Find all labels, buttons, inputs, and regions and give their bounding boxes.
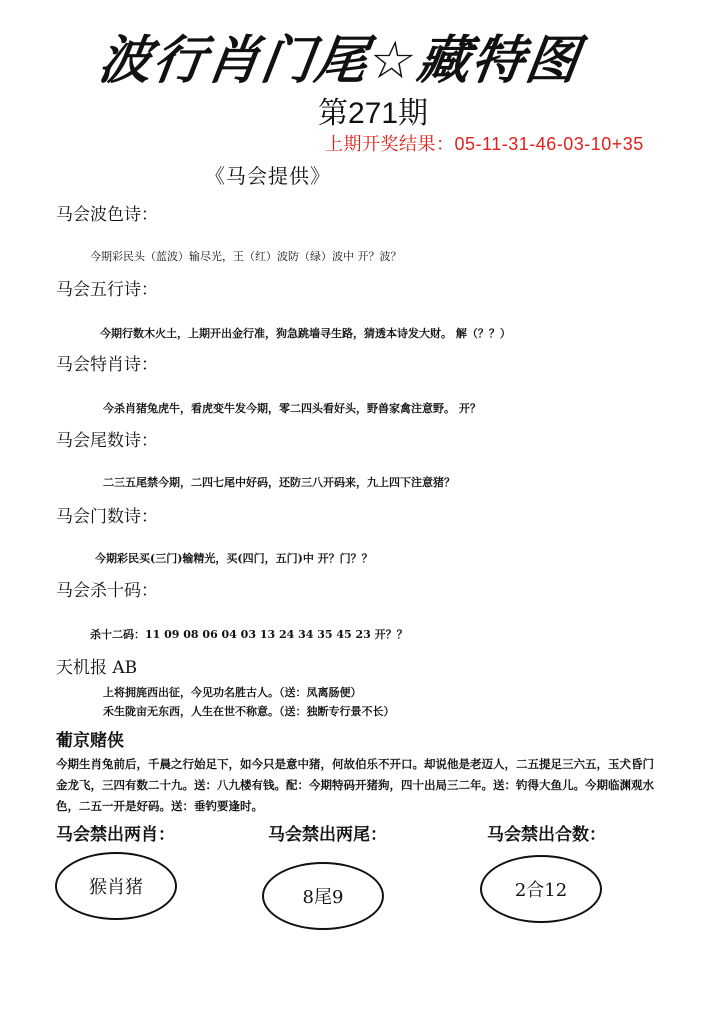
ban-sum-oval (480, 855, 602, 923)
ban-zodiac-value: 猴肖猪 (89, 877, 143, 898)
section-heading-door: 马会门数诗： (56, 507, 158, 527)
ban-tail-label: 马会禁出两尾： (268, 825, 387, 845)
section-text-kill: 杀十二码：11 09 08 06 04 03 13 24 34 35 45 23 开？？ (90, 628, 408, 641)
section-text-element: 今期行数木火土，上期开出金行准，狗急跳墙寻生路，猜透本诗发大财。 解（？？） (100, 327, 511, 340)
ban-zodiac-label: 马会禁出两肖： (56, 825, 175, 845)
section-heading-color: 马会波色诗： (56, 205, 158, 225)
tianji-line-1: 上将拥旄西出征，今见功名胜古人。（送：凤离肠便） (103, 686, 362, 699)
last-result (325, 130, 644, 156)
tianji-line-2: 禾生陇亩无东西，人生在世不称意。（送：独断专行景不长） (103, 705, 395, 718)
ban-sum-value: 2合12 (514, 880, 568, 901)
section-text-tail: 二三五尾禁今期，二四七尾中好码，还防三八开码来，九上四下注意猪？ (103, 476, 455, 489)
section-heading-kill: 马会杀十码： (56, 581, 158, 601)
ban-tail-oval (262, 862, 384, 930)
provider-label: 《马会提供》 (205, 164, 331, 188)
page-title: 波行肖门尾☆藏特图 (95, 31, 585, 91)
section-heading-tail: 马会尾数诗： (56, 431, 158, 451)
putao-heading: 葡京赌侠 (56, 731, 124, 751)
section-text-zodiac: 今杀肖猪兔虎牛，看虎变牛发今期，零二四头看好头，野兽家禽注意野。 开？ (103, 402, 481, 415)
section-text-door: 今期彩民买(三门)输精光，买(四门，五门)中 开？门？？ (95, 552, 373, 565)
section-heading-element: 马会五行诗： (56, 280, 158, 300)
section-text-color: 今期彩民头（蓝波）输尽光，王（红）波防（绿）波中 开？波？ (90, 250, 402, 263)
last-result-label: 上期开奖结果： (325, 134, 455, 154)
ban-tail-value: 8尾9 (302, 887, 344, 908)
last-result-numbers: 05-11-31-46-03-10+35 (454, 134, 644, 154)
tianji-heading: 天机报 AB (56, 658, 138, 678)
issue-number: 第271期 (318, 97, 429, 130)
ban-sum-label: 马会禁出合数： (487, 825, 606, 845)
putao-text: 今期生肖兔前后，千晨之行始足下，如今只是意中猪，何故伯乐不开口。却说他是老迈人，二五提足三六五，玉犬昏门金龙飞，三四有数二十九。送：八九楼有钱。配：今期特码开猪狗，四十出局三二年。送：钓得大鱼儿。今期临渊观水色，二五一开是好码。送：垂钓要逢时。 (56, 757, 654, 813)
ban-zodiac-oval (55, 852, 177, 920)
section-heading-zodiac: 马会特肖诗： (56, 355, 158, 375)
